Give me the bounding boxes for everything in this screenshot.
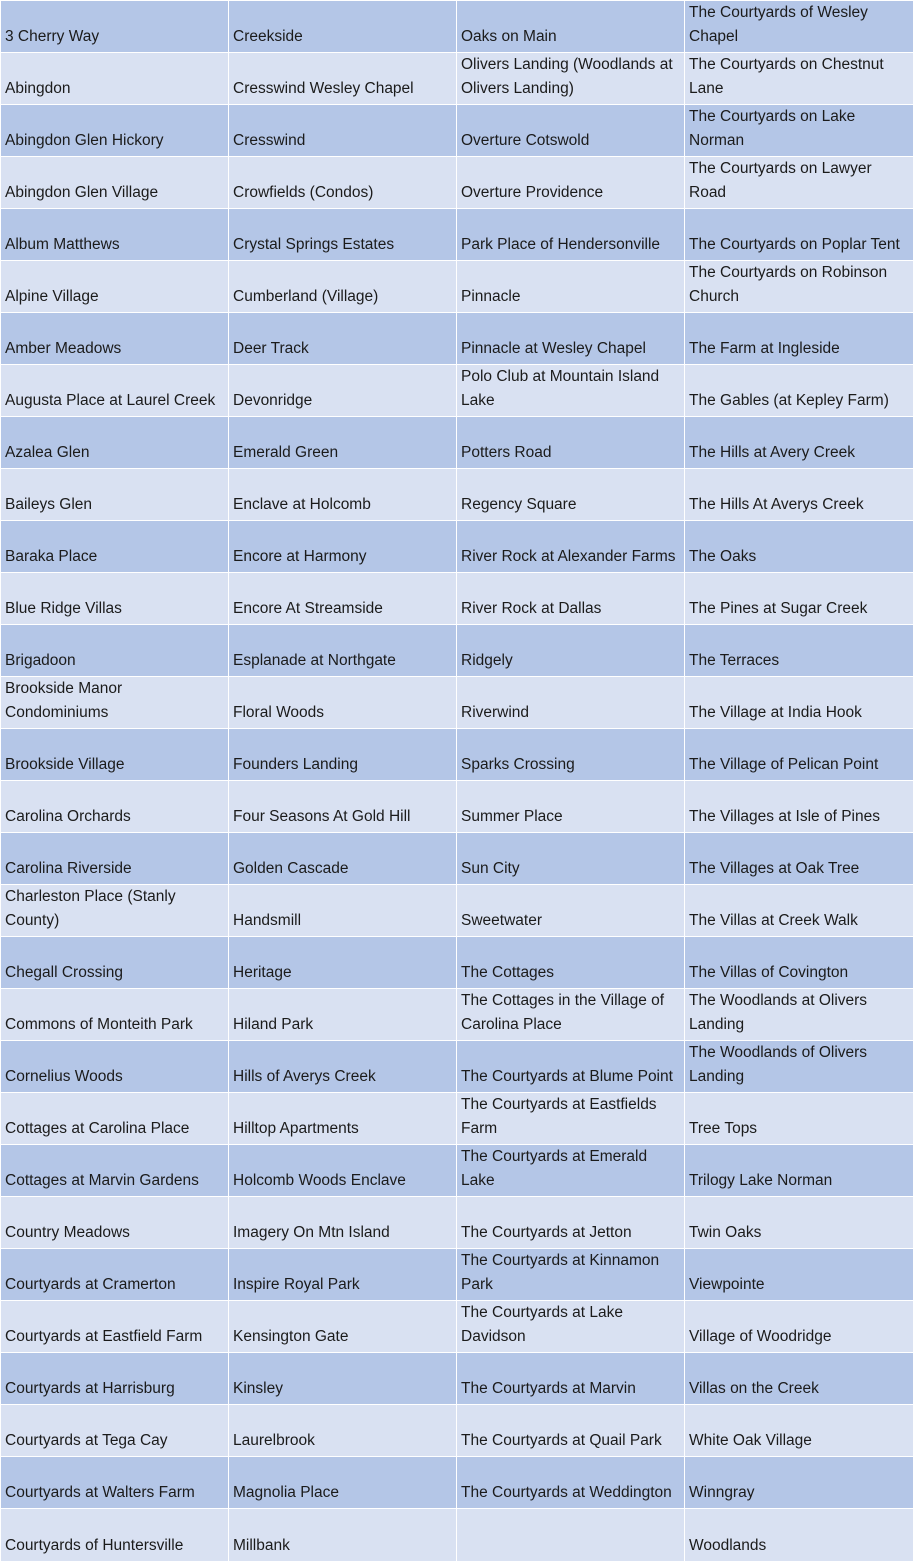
table-cell[interactable]: Golden Cascade [229,833,457,885]
table-cell[interactable]: Deer Track [229,313,457,365]
table-row [1,625,913,677]
table-cell[interactable]: Tree Tops [685,1093,913,1145]
table-cell[interactable]: The Courtyards at Lake Davidson [457,1301,685,1353]
table-cell[interactable]: Cornelius Woods [1,1041,229,1093]
table-row [1,1405,913,1457]
table-row [1,1353,913,1405]
table-row [1,833,913,885]
table-cell[interactable]: Carolina Orchards [1,781,229,833]
table-cell[interactable]: Cresswind Wesley Chapel [229,53,457,105]
table-cell[interactable]: Overture Providence [457,157,685,209]
table-row [1,365,913,417]
table-cell[interactable]: Cumberland (Village) [229,261,457,313]
table-row [1,209,913,261]
table-cell[interactable]: The Villages at Isle of Pines [685,781,913,833]
table-cell[interactable]: The Terraces [685,625,913,677]
table-cell[interactable]: 3 Cherry Way [1,1,229,53]
table-cell[interactable]: Heritage [229,937,457,989]
table-cell[interactable]: Carolina Riverside [1,833,229,885]
table-cell[interactable]: The Villages at Oak Tree [685,833,913,885]
table-cell[interactable]: Hiland Park [229,989,457,1041]
table-row [1,885,913,937]
table-cell[interactable]: Trilogy Lake Norman [685,1145,913,1197]
table-cell[interactable]: Hills of Averys Creek [229,1041,457,1093]
table-cell[interactable]: The Farm at Ingleside [685,313,913,365]
table-cell[interactable]: Regency Square [457,469,685,521]
table-cell[interactable]: Hilltop Apartments [229,1093,457,1145]
table-cell[interactable]: The Pines at Sugar Creek [685,573,913,625]
table-cell[interactable]: Villas on the Creek [685,1353,913,1405]
table-cell[interactable]: The Courtyards on Lake Norman [685,105,913,157]
table-cell[interactable]: Abingdon Glen Hickory [1,105,229,157]
table-cell[interactable]: Encore At Streamside [229,573,457,625]
table-cell[interactable]: Esplanade at Northgate [229,625,457,677]
table-cell[interactable]: Sweetwater [457,885,685,937]
table-cell[interactable]: The Cottages [457,937,685,989]
table-row [1,53,913,105]
table-cell[interactable]: Cresswind [229,105,457,157]
table-cell[interactable]: The Courtyards on Chestnut Lane [685,53,913,105]
table-cell[interactable]: Summer Place [457,781,685,833]
table-row [1,1041,913,1093]
table-cell[interactable]: The Courtyards at Blume Point [457,1041,685,1093]
table-row [1,729,913,781]
table-cell[interactable]: Crystal Springs Estates [229,209,457,261]
table-cell[interactable]: The Courtyards on Lawyer Road [685,157,913,209]
table-cell[interactable]: The Villas of Covington [685,937,913,989]
table-cell[interactable]: Courtyards at Cramerton [1,1249,229,1301]
table-cell[interactable]: Inspire Royal Park [229,1249,457,1301]
table-cell[interactable]: Azalea Glen [1,417,229,469]
table-cell[interactable]: Sparks Crossing [457,729,685,781]
table-cell[interactable]: The Village of Pelican Point [685,729,913,781]
table-body [1,1,913,1561]
table-cell[interactable]: Potters Road [457,417,685,469]
table-cell[interactable]: Amber Meadows [1,313,229,365]
table-cell[interactable] [457,1509,685,1561]
table-row [1,417,913,469]
table-cell[interactable]: Courtyards at Tega Cay [1,1405,229,1457]
table-cell[interactable]: Abingdon Glen Village [1,157,229,209]
table-cell[interactable]: Album Matthews [1,209,229,261]
table-row [1,469,913,521]
table-cell[interactable]: Woodlands [685,1509,913,1561]
table-cell[interactable]: The Courtyards of Wesley Chapel [685,1,913,53]
table-cell[interactable]: Courtyards of Huntersville [1,1509,229,1561]
table-row [1,1301,913,1353]
table-cell[interactable]: River Rock at Alexander Farms [457,521,685,573]
table-cell[interactable]: The Courtyards at Kinnamon Park [457,1249,685,1301]
table-cell[interactable]: Oaks on Main [457,1,685,53]
table-cell[interactable]: Blue Ridge Villas [1,573,229,625]
table-cell[interactable]: Encore at Harmony [229,521,457,573]
table-cell[interactable]: Devonridge [229,365,457,417]
table-row [1,989,913,1041]
table-row [1,781,913,833]
table-cell[interactable]: The Courtyards at Eastfields Farm [457,1093,685,1145]
table-cell[interactable]: The Courtyards at Marvin [457,1353,685,1405]
table-cell[interactable]: The Courtyards on Poplar Tent [685,209,913,261]
table-row [1,1093,913,1145]
table-cell[interactable]: Crowfields (Condos) [229,157,457,209]
table-cell[interactable]: Pinnacle at Wesley Chapel [457,313,685,365]
table-cell[interactable]: The Woodlands of Olivers Landing [685,1041,913,1093]
table-cell[interactable]: Creekside [229,1,457,53]
table-cell[interactable]: Holcomb Woods Enclave [229,1145,457,1197]
table-cell[interactable]: White Oak Village [685,1405,913,1457]
table-cell[interactable]: Kinsley [229,1353,457,1405]
table-cell[interactable]: Laurelbrook [229,1405,457,1457]
table-row [1,1457,913,1509]
table-cell[interactable]: The Courtyards on Robinson Church [685,261,913,313]
table-cell[interactable]: The Courtyards at Weddington [457,1457,685,1509]
table-row [1,937,913,989]
table-cell[interactable]: Pinnacle [457,261,685,313]
table-row [1,1145,913,1197]
table-cell[interactable]: Founders Landing [229,729,457,781]
table-row [1,1197,913,1249]
table-cell[interactable]: Park Place of Hendersonville [457,209,685,261]
table-cell[interactable]: Commons of Monteith Park [1,989,229,1041]
table-cell[interactable]: Four Seasons At Gold Hill [229,781,457,833]
table-cell[interactable]: Polo Club at Mountain Island Lake [457,365,685,417]
table-cell[interactable]: Country Meadows [1,1197,229,1249]
table-row [1,1,913,53]
table-cell[interactable]: Viewpointe [685,1249,913,1301]
table-cell[interactable]: Twin Oaks [685,1197,913,1249]
table-cell[interactable]: Brookside Village [1,729,229,781]
table-cell[interactable]: Olivers Landing (Woodlands at Olivers Landing) [457,53,685,105]
table-cell[interactable]: Brigadoon [1,625,229,677]
table-cell[interactable]: Augusta Place at Laurel Creek [1,365,229,417]
table-cell[interactable]: Courtyards at Walters Farm [1,1457,229,1509]
table-row [1,573,913,625]
table-row [1,157,913,209]
table-cell[interactable]: Cottages at Carolina Place [1,1093,229,1145]
table-cell[interactable]: The Gables (at Kepley Farm) [685,365,913,417]
table-cell[interactable]: Floral Woods [229,677,457,729]
table-cell[interactable]: Charleston Place (Stanly County) [1,885,229,937]
table-cell[interactable]: The Village at India Hook [685,677,913,729]
table-row [1,521,913,573]
table-cell[interactable]: Baileys Glen [1,469,229,521]
table-row [1,261,913,313]
table-cell[interactable]: Kensington Gate [229,1301,457,1353]
table-row [1,677,913,729]
table-cell[interactable]: Courtyards at Harrisburg [1,1353,229,1405]
table-cell[interactable]: The Courtyards at Quail Park [457,1405,685,1457]
table-cell[interactable]: Courtyards at Eastfield Farm [1,1301,229,1353]
table-cell[interactable]: Riverwind [457,677,685,729]
table-cell[interactable]: The Courtyards at Jetton [457,1197,685,1249]
table-cell[interactable]: Abingdon [1,53,229,105]
table-cell[interactable]: Millbank [229,1509,457,1561]
table-cell[interactable]: Village of Woodridge [685,1301,913,1353]
table-cell[interactable]: Ridgely [457,625,685,677]
table-cell[interactable]: Imagery On Mtn Island [229,1197,457,1249]
table-cell[interactable]: The Courtyards at Emerald Lake [457,1145,685,1197]
table-cell[interactable]: Cottages at Marvin Gardens [1,1145,229,1197]
table-row [1,1249,913,1301]
table-cell[interactable]: The Villas at Creek Walk [685,885,913,937]
table-cell[interactable]: Alpine Village [1,261,229,313]
table-cell[interactable]: Chegall Crossing [1,937,229,989]
table-cell[interactable]: Winngray [685,1457,913,1509]
table-cell[interactable]: Baraka Place [1,521,229,573]
table-cell[interactable]: Overture Cotswold [457,105,685,157]
table-cell[interactable]: The Oaks [685,521,913,573]
table-row [1,105,913,157]
table-row [1,1509,913,1561]
table-cell[interactable]: The Woodlands at Olivers Landing [685,989,913,1041]
table-cell[interactable]: The Cottages in the Village of Carolina Place [457,989,685,1041]
table-cell[interactable]: Magnolia Place [229,1457,457,1509]
table-cell[interactable]: Enclave at Holcomb [229,469,457,521]
table-cell[interactable]: Emerald Green [229,417,457,469]
table-cell[interactable]: The Hills At Averys Creek [685,469,913,521]
table-cell[interactable]: Handsmill [229,885,457,937]
table-cell[interactable]: Brookside Manor Condominiums [1,677,229,729]
table-row [1,313,913,365]
table-cell[interactable]: Sun City [457,833,685,885]
table-cell[interactable]: River Rock at Dallas [457,573,685,625]
table-cell[interactable]: The Hills at Avery Creek [685,417,913,469]
